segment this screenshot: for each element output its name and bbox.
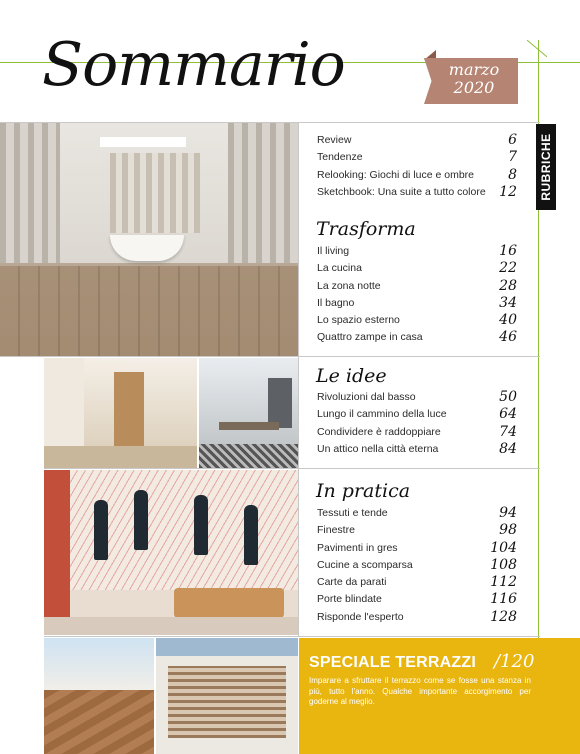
page-title: Sommario: [42, 30, 345, 100]
toc-item[interactable]: Condividere è raddoppiare 74: [317, 423, 517, 440]
toc-item[interactable]: Un attico nella città eterna 84: [317, 440, 517, 457]
dining-photo: [199, 358, 298, 468]
corner-mark: [527, 40, 548, 57]
in-pratica-list: [317, 505, 517, 626]
special-description: Imparare a sfruttare il terrazzo come se fosse una stanza in più, tutto l'anno. Qualche importante accorgimento per goderne al meglio.: [309, 676, 531, 706]
toc-item[interactable]: Il bagno 34: [317, 294, 517, 311]
toc-item[interactable]: Tessuti e tende 94: [317, 505, 517, 521]
toc-item[interactable]: Review 6: [317, 132, 517, 148]
terrace-photo: [44, 638, 154, 754]
section-title-trasforma: Trasforma: [316, 218, 416, 240]
toc-item[interactable]: Il living 16: [317, 243, 517, 259]
toc-item[interactable]: Quattro zampe in casa 46: [317, 329, 517, 346]
special-terrazzi-box[interactable]: [299, 638, 580, 754]
toc-item[interactable]: Rivoluzioni dal basso 50: [317, 389, 517, 405]
rubriche-list: [317, 132, 517, 201]
toc-item[interactable]: Cucine a scomparsa 108: [317, 556, 517, 573]
rubriche-tab-label: RUBRICHE: [539, 133, 553, 201]
toc-item[interactable]: Tendenze 7: [317, 149, 517, 166]
section-rule: [44, 636, 540, 637]
issue-date: [436, 61, 512, 97]
toc-item[interactable]: Relooking: Giochi di luce e ombre 8: [317, 166, 517, 183]
special-page: /120: [494, 651, 535, 672]
special-title: SPECIALE TERRAZZI: [309, 654, 476, 671]
corridor-photo: [44, 358, 197, 468]
toc-item[interactable]: Pavimenti in gres 104: [317, 539, 517, 556]
le-idee-list: [317, 389, 517, 458]
toc-item[interactable]: Carte da parati 112: [317, 574, 517, 591]
toc-item[interactable]: Finestre 98: [317, 522, 517, 539]
trasforma-list: [317, 243, 517, 347]
issue-year: 2020: [453, 78, 495, 97]
bathroom-photo: [0, 123, 298, 356]
column-rule: [298, 122, 299, 636]
toc-item[interactable]: Sketchbook: Una suite a tutto colore 12: [317, 183, 517, 200]
section-title-le-idee: Le idee: [316, 365, 387, 387]
section-rule: [44, 468, 540, 469]
section-rule: [0, 356, 540, 357]
toc-item[interactable]: Porte blindate 116: [317, 591, 517, 608]
wallpaper-photo: [44, 470, 298, 635]
toc-item[interactable]: La zona notte 28: [317, 277, 517, 294]
toc-item[interactable]: Lo spazio esterno 40: [317, 312, 517, 329]
issue-month: marzo: [448, 60, 500, 79]
terrace-house-photo: [156, 638, 298, 754]
toc-item[interactable]: Risponde l'esperto 128: [317, 608, 517, 625]
rubriche-tab: [536, 124, 556, 210]
toc-item[interactable]: La cucina 22: [317, 260, 517, 277]
section-title-in-pratica: In pratica: [316, 480, 411, 502]
toc-item[interactable]: Lungo il cammino della luce 64: [317, 406, 517, 423]
